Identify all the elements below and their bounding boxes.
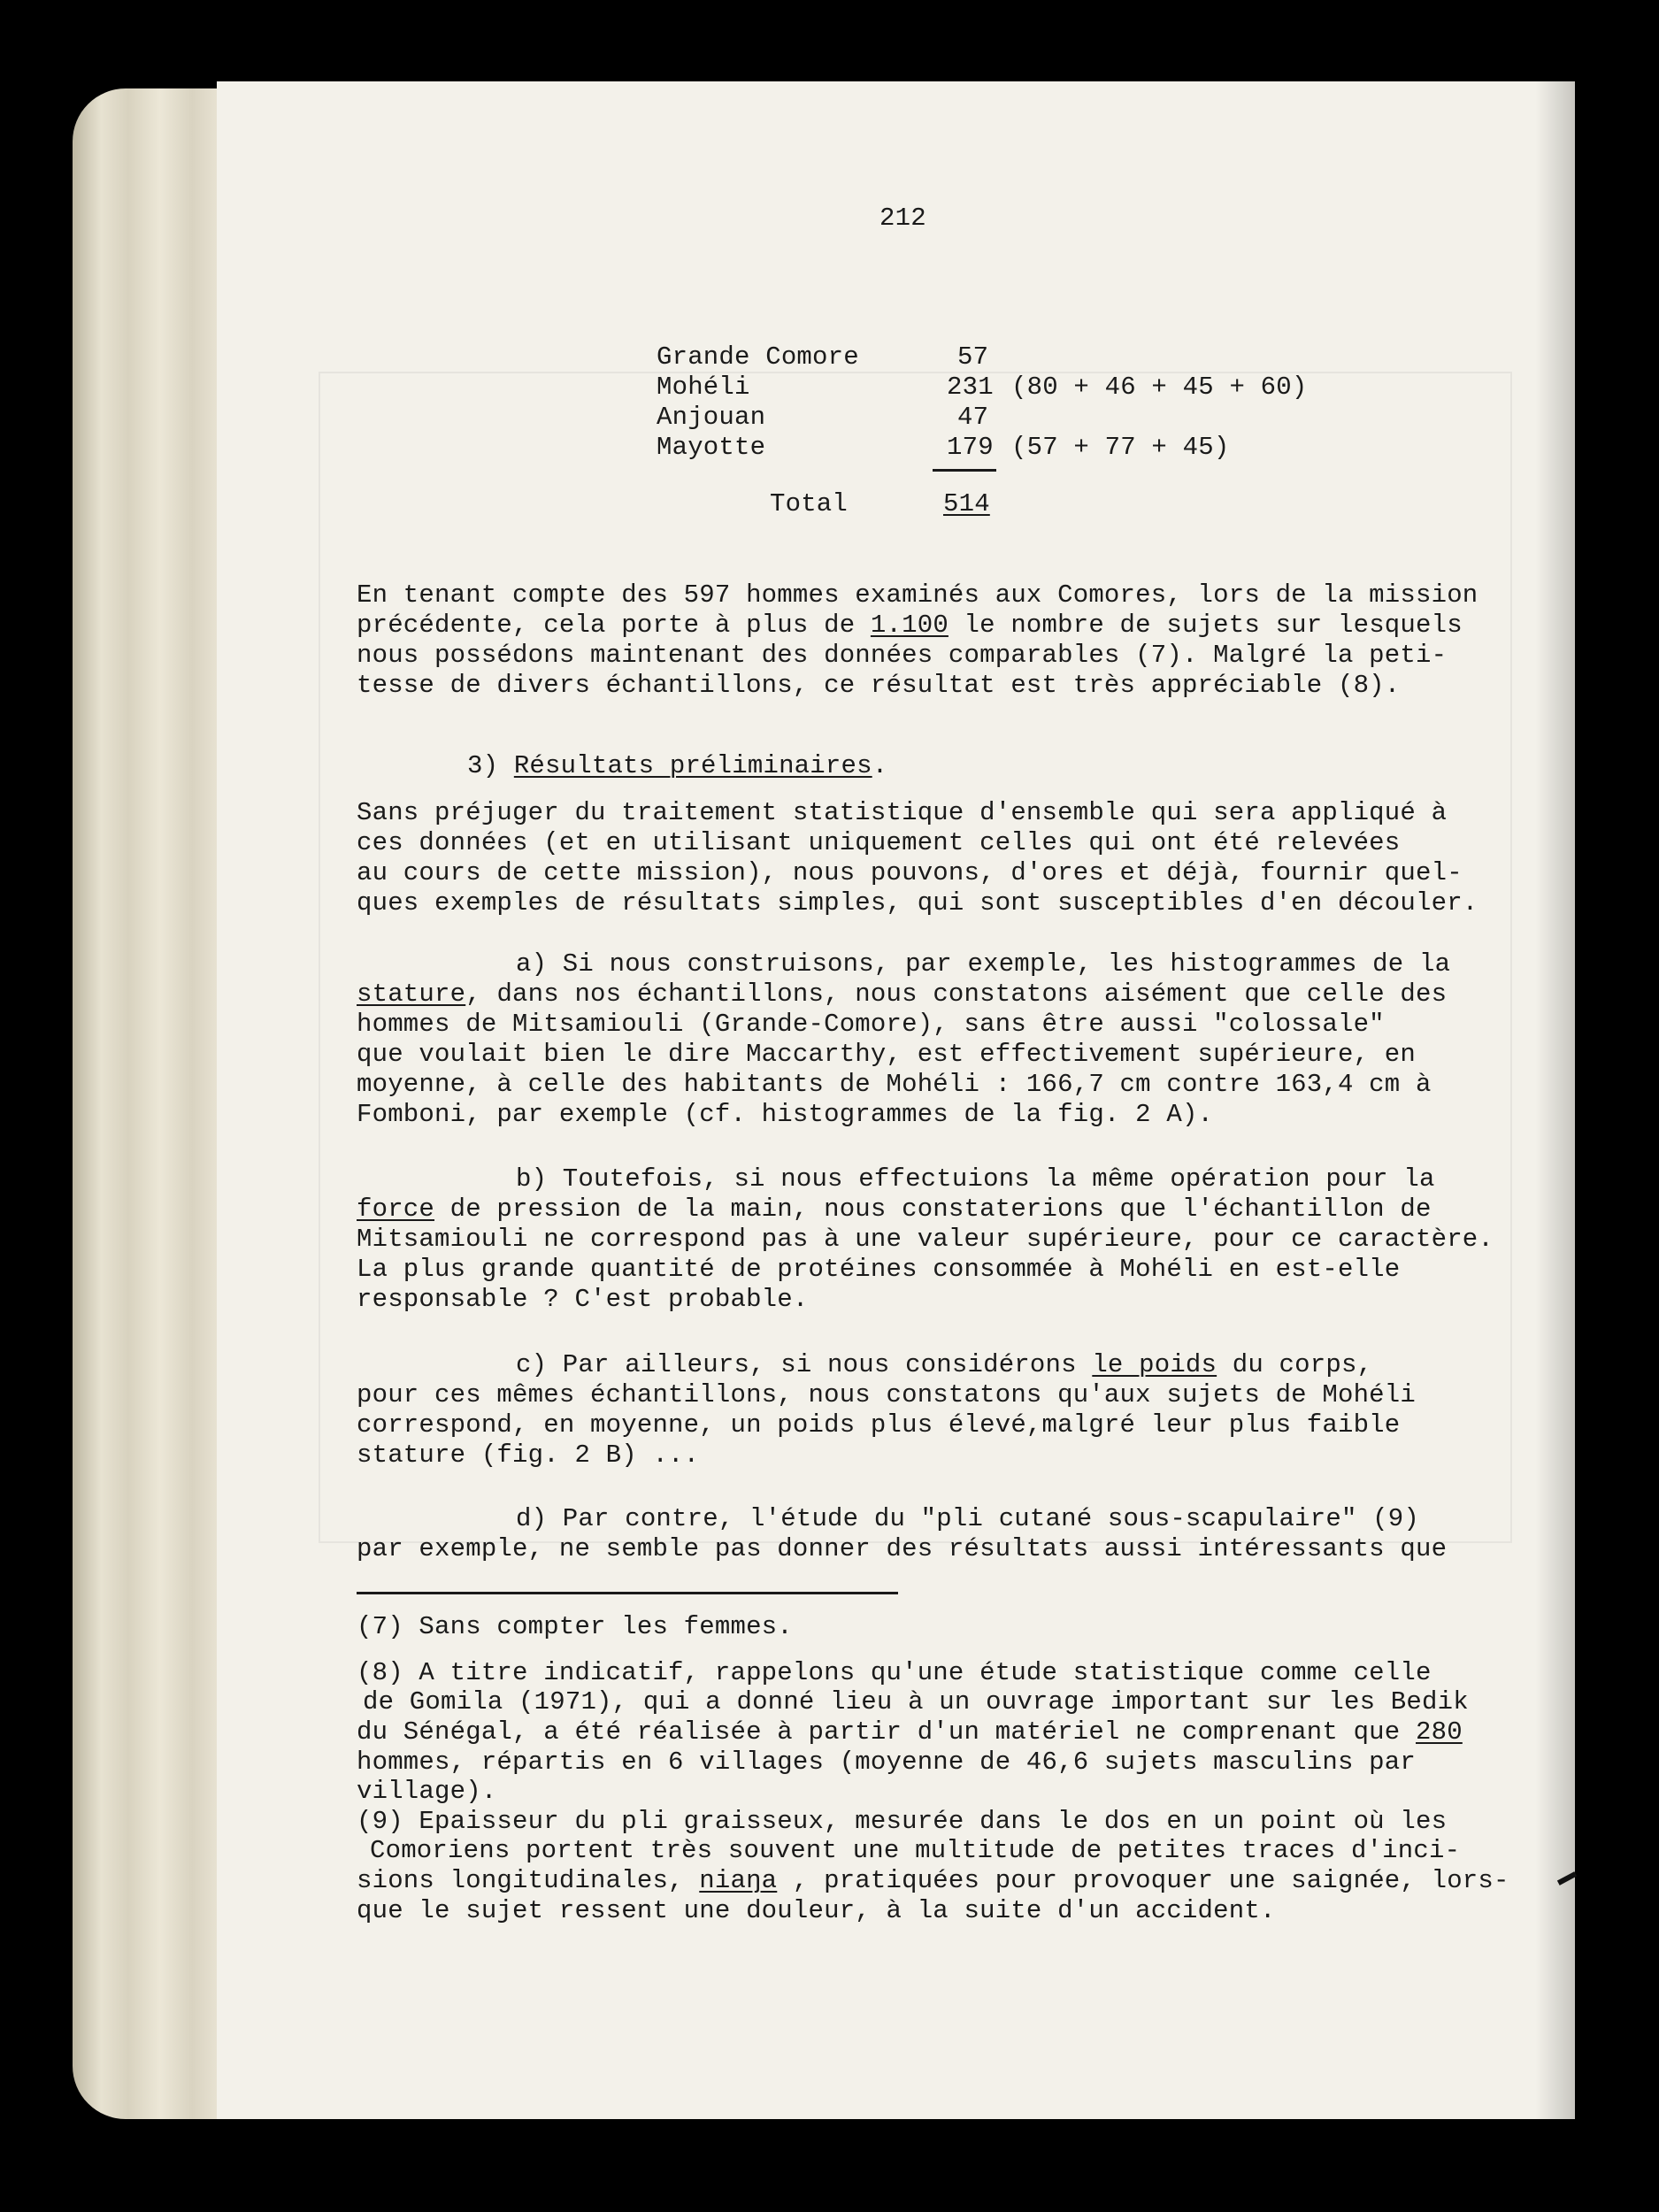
text-line: stature, dans nos échantillons, nous constatons aisément que celle des bbox=[357, 979, 1448, 1009]
text-line: sions longitudinales, niaŋa , pratiquées pour provoquer une saignée, lors- bbox=[357, 1866, 1509, 1895]
text-line: village). bbox=[357, 1777, 497, 1806]
section-heading: 3) Résultats préliminaires. bbox=[467, 751, 888, 780]
text-line: Mitsamiouli ne correspond pas à une valeur supérieure, pour ce caractère. bbox=[357, 1225, 1494, 1254]
table-total-value: 514 bbox=[943, 489, 990, 518]
table-count: 231 bbox=[947, 373, 994, 402]
table-island: Anjouan bbox=[657, 403, 766, 432]
text-line: hommes, répartis en 6 villages (moyenne de 46,6 sujets masculins par bbox=[357, 1747, 1416, 1777]
text-line: force de pression de la main, nous constaterions que l'échantillon de bbox=[357, 1194, 1432, 1224]
table-count: 57 bbox=[957, 342, 989, 372]
text-line: par exemple, ne semble pas donner des résultats aussi intéressants que bbox=[357, 1534, 1448, 1563]
text-line: Comoriens portent très souvent une multitude de petites traces d'inci- bbox=[370, 1836, 1461, 1865]
table-count: 47 bbox=[957, 403, 989, 432]
text-line: b) Toutefois, si nous effectuions la même opération pour la bbox=[516, 1164, 1435, 1194]
text-line: La plus grande quantité de protéines consommée à Mohéli en est-elle bbox=[357, 1255, 1401, 1284]
page-number: 212 bbox=[879, 204, 926, 233]
text-line: au cours de cette mission), nous pouvons, d'ores et déjà, fournir quel- bbox=[357, 858, 1463, 887]
text-line: d) Par contre, l'étude du "pli cutané sous-scapulaire" (9) bbox=[516, 1504, 1419, 1533]
table-island: Mayotte bbox=[657, 433, 766, 462]
text-line: moyenne, à celle des habitants de Mohéli : 166,7 cm contre 163,4 cm à bbox=[357, 1070, 1432, 1099]
footnote-7: (7) Sans compter les femmes. bbox=[357, 1612, 793, 1641]
text-line: que voulait bien le dire Maccarthy, est effectivement supérieure, en bbox=[357, 1040, 1416, 1069]
footnote-8: (8) A titre indicatif, rappelons qu'une étude statistique comme celle bbox=[357, 1658, 1432, 1687]
table-total-label: Total bbox=[770, 489, 849, 518]
table-count: 179 bbox=[947, 433, 994, 462]
text-line: hommes de Mitsamiouli (Grande-Comore), sans être aussi "colossale" bbox=[357, 1010, 1385, 1039]
table-island: Grande Comore bbox=[657, 342, 859, 372]
page-curl-shadow bbox=[1535, 81, 1575, 2119]
text-line: ces données (et en utilisant uniquement celles qui ont été relevées bbox=[357, 828, 1401, 857]
table-island: Mohéli bbox=[657, 373, 750, 402]
text-line: du Sénégal, a été réalisée à partir d'un matériel ne comprenant que 280 bbox=[357, 1717, 1463, 1747]
footnote-separator bbox=[357, 1592, 898, 1594]
text-line: Fomboni, par exemple (cf. histogrammes de la fig. 2 A). bbox=[357, 1100, 1214, 1129]
text-line: précédente, cela porte à plus de 1.100 le nombre de sujets sur lesquels bbox=[357, 611, 1463, 640]
text-line: ques exemples de résultats simples, qui sont susceptibles d'en découler. bbox=[357, 888, 1479, 918]
footnote-9: (9) Epaisseur du pli graisseux, mesurée dans le dos en un point où les bbox=[357, 1807, 1448, 1836]
text-line: nous possédons maintenant des données comparables (7). Malgré la peti- bbox=[357, 641, 1448, 670]
text-line: a) Si nous construisons, par exemple, les histogrammes de la bbox=[516, 949, 1451, 979]
text-line: tesse de divers échantillons, ce résultat est très appréciable (8). bbox=[357, 671, 1401, 700]
text-line: que le sujet ressent une douleur, à la suite d'un accident. bbox=[357, 1896, 1276, 1925]
text-line: pour ces mêmes échantillons, nous constatons qu'aux sujets de Mohéli bbox=[357, 1380, 1416, 1409]
table-detail: (80 + 46 + 45 + 60) bbox=[1011, 373, 1308, 402]
text-line: En tenant compte des 597 hommes examinés aux Comores, lors de la mission bbox=[357, 580, 1479, 610]
text-line: responsable ? C'est probable. bbox=[357, 1285, 809, 1314]
table-sum-rule bbox=[933, 469, 996, 472]
text-line: stature (fig. 2 B) ... bbox=[357, 1440, 700, 1470]
text-line: c) Par ailleurs, si nous considérons le poids du corps, bbox=[516, 1350, 1373, 1379]
text-line: Sans préjuger du traitement statistique d'ensemble qui sera appliqué à bbox=[357, 798, 1448, 827]
text-line: de Gomila (1971), qui a donné lieu à un ouvrage important sur les Bedik bbox=[363, 1687, 1469, 1717]
table-detail: (57 + 77 + 45) bbox=[1011, 433, 1230, 462]
text-line: correspond, en moyenne, un poids plus élevé,malgré leur plus faible bbox=[357, 1410, 1401, 1440]
book-page-edges bbox=[73, 88, 232, 2119]
